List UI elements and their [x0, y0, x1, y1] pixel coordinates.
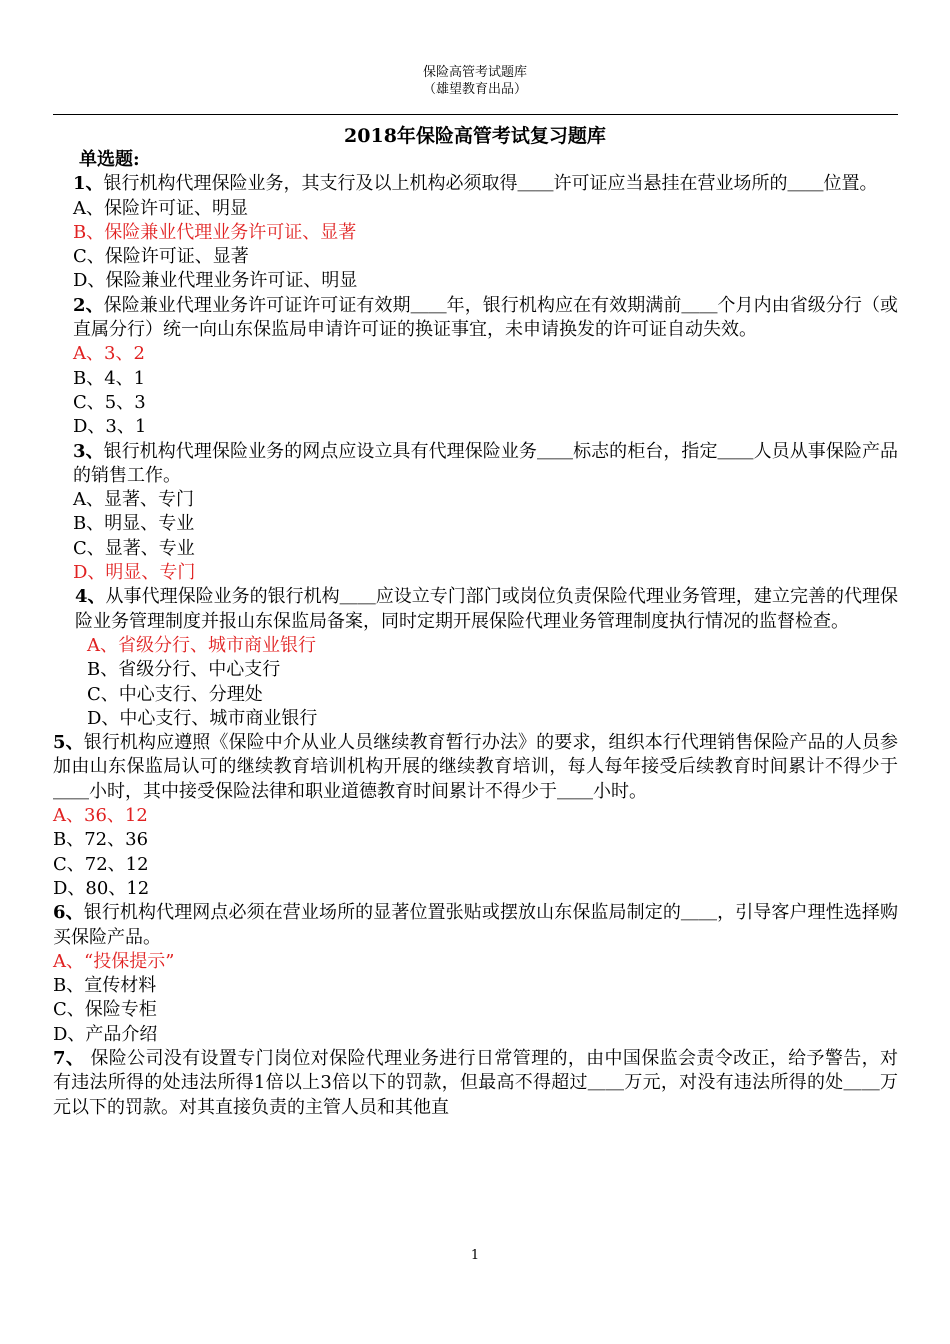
option-5d: D、80、12 — [53, 877, 150, 899]
question-text: 银行机构代理网点必须在营业场所的显著位置张贴或摆放山东保监局制定的＿＿，引导客户理性选择购买保险产品。 — [53, 902, 898, 948]
question-number: 7、 — [53, 1047, 85, 1069]
question-4 — [53, 585, 898, 634]
document-body — [53, 148, 898, 1120]
option-1d: D、保险兼业代理业务许可证、明显 — [73, 270, 358, 292]
option-3c: C、显著、专业 — [73, 537, 195, 559]
option-4a-answer: A、省级分行、城市商业银行 — [87, 634, 316, 656]
option-6c: C、保险专柜 — [53, 999, 157, 1021]
option-5a-answer: A、36、12 — [53, 805, 148, 827]
option-1c: C、保险许可证、显著 — [73, 246, 249, 268]
question-6 — [53, 901, 898, 950]
option-3d-answer: D、明显、专门 — [73, 562, 196, 584]
option-5c: C、72、12 — [53, 853, 149, 875]
question-number: 5、 — [53, 732, 84, 754]
section-heading: 单选题: — [79, 149, 140, 170]
option-2a-answer: A、3、2 — [73, 343, 145, 365]
question-text: 保险兼业代理业务许可证许可证有效期＿＿年，银行机构应在有效期满前＿＿个月内由省级分行（或直属分行）统一向山东保监局申请许可证的换证事宜，未申请换发的许可证自动失效。 — [73, 294, 898, 341]
option-4d: D、中心支行、城市商业银行 — [87, 707, 318, 729]
question-number: 4、 — [75, 586, 106, 608]
question-text: 银行机构应遵照《保险中介从业人员继续教育暂行办法》的要求，组织本行代理销售保险产品的人员参加由山东保监局认可的继续教育培训机构开展的继续教育培训，每人每年接受后续教育时间累计不得少于＿＿小时，其中接受保险法律和职业道德教育时间累计不得少于＿＿小时。 — [53, 732, 898, 802]
option-2d: D、3、1 — [73, 416, 147, 438]
question-3 — [53, 440, 898, 489]
header-title: 保险高管考试题库 — [422, 65, 527, 80]
option-1b-answer: B、保险兼业代理业务许可证、显著 — [73, 221, 357, 243]
option-3b: B、明显、专业 — [73, 513, 195, 535]
question-number: 3、 — [73, 440, 104, 462]
page-number: 1 — [470, 1248, 480, 1263]
page-header — [0, 64, 950, 98]
question-number: 6、 — [53, 902, 84, 924]
option-2c: C、5、3 — [73, 391, 146, 413]
question-1 — [53, 172, 898, 196]
question-5 — [53, 731, 898, 804]
option-6d: D、产品介绍 — [53, 1023, 158, 1045]
option-6a-answer: A、“投保提示” — [53, 950, 175, 972]
option-6b: B、宣传材料 — [53, 975, 157, 997]
question-number: 2、 — [73, 294, 104, 316]
header-subtitle: （雄望教育出品） — [422, 82, 527, 97]
option-4c: C、中心支行、分理处 — [87, 683, 263, 705]
header-divider — [53, 114, 898, 115]
question-text: 从事代理保险业务的银行机构＿＿应设立专门部门或岗位负责保险代理业务管理，建立完善的代理保险业务管理制度并报山东保监局备案，同时定期开展保险代理业务管理制度执行情况的监督检查。 — [75, 586, 898, 632]
question-7 — [53, 1047, 898, 1120]
question-number: 1、 — [73, 173, 104, 195]
question-text: 保险公司没有设置专门岗位对保险代理业务进行日常管理的，由中国保监会责令改正，给予警告，对有违法所得的处违法所得1倍以上3倍以下的罚款，但最高不得超过＿＿万元，对没有违法所得的处＿＿万元以下的罚款。对其直接负责的主管人员和其他直 — [53, 1047, 899, 1118]
question-text: 银行机构代理保险业务的网点应设立具有代理保险业务＿＿标志的柜台，指定＿＿人员从事保险产品的销售工作。 — [73, 440, 898, 486]
option-5b: B、72、36 — [53, 829, 149, 851]
document-title: 2018年保险高管考试复习题库 — [344, 125, 606, 147]
option-2b: B、4、1 — [73, 367, 146, 389]
option-1a: A、保险许可证、明显 — [73, 197, 248, 219]
option-3a: A、显著、专门 — [73, 489, 194, 511]
question-2 — [53, 294, 898, 343]
option-4b: B、省级分行、中心支行 — [87, 659, 281, 681]
question-text: 银行机构代理保险业务，其支行及以上机构必须取得＿＿许可证应当悬挂在营业场所的＿＿位置。 — [103, 173, 878, 195]
